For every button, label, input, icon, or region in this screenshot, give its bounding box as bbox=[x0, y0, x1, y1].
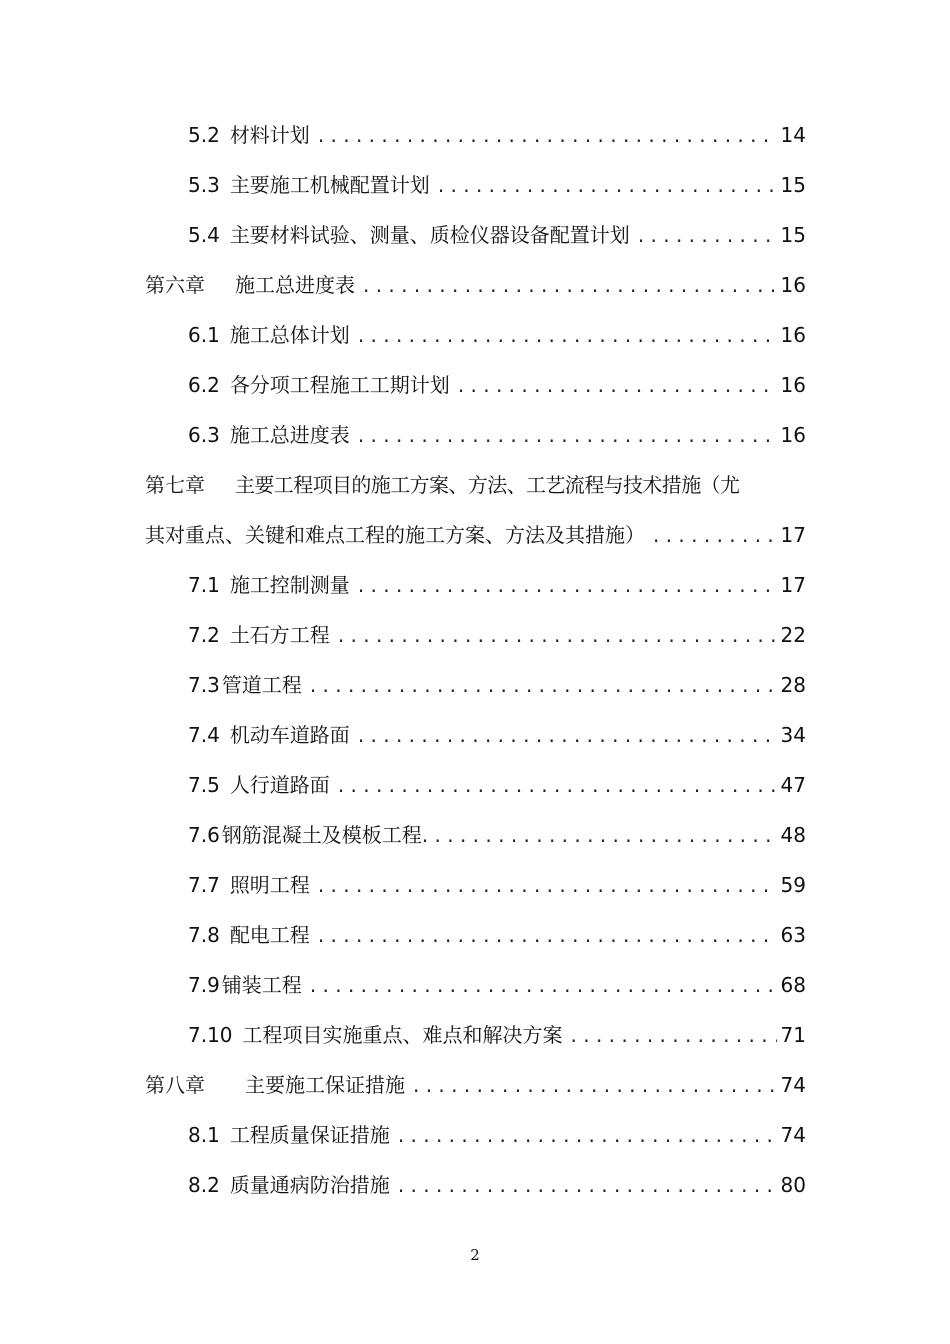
toc-title: 施工总进度表 bbox=[229, 423, 350, 447]
dot-leader bbox=[318, 868, 777, 902]
toc-entry[interactable] bbox=[0, 568, 950, 602]
toc-title: 铺装工程 bbox=[221, 973, 302, 997]
toc-title: 机动车道路面 bbox=[229, 723, 350, 747]
toc-number: 6.3 bbox=[188, 423, 220, 447]
toc-page: 16 bbox=[780, 423, 806, 447]
toc-entry[interactable] bbox=[0, 118, 950, 152]
toc-title: 照明工程 bbox=[229, 873, 310, 897]
dot-leader bbox=[458, 368, 777, 402]
toc-page: 28 bbox=[780, 673, 806, 697]
toc-number: 7.10 bbox=[188, 1023, 233, 1047]
toc-page: 17 bbox=[780, 523, 806, 547]
toc-entry[interactable] bbox=[0, 818, 950, 852]
dot-leader bbox=[358, 418, 777, 452]
toc-number: 5.3 bbox=[188, 173, 220, 197]
toc-page: 17 bbox=[780, 573, 806, 597]
toc-page: 63 bbox=[780, 923, 806, 947]
toc-number: 7.5 bbox=[188, 773, 220, 797]
toc-title-line-2: 其对重点、关键和难点工程的施工方案、方法及其措施） bbox=[145, 523, 645, 547]
toc-page: 74 bbox=[780, 1073, 806, 1097]
toc-page: 48 bbox=[780, 823, 806, 847]
dot-leader bbox=[422, 818, 777, 852]
toc-chapter-entry[interactable] bbox=[0, 268, 950, 302]
toc-title: 管道工程 bbox=[221, 673, 302, 697]
toc-number: 5.2 bbox=[188, 123, 220, 147]
toc-title: 各分项工程施工工期计划 bbox=[229, 373, 450, 397]
toc-title: 主要施工保证措施 bbox=[245, 1073, 405, 1097]
dot-leader bbox=[358, 718, 777, 752]
toc-entry[interactable] bbox=[0, 418, 950, 452]
toc-page: 71 bbox=[780, 1023, 806, 1047]
dot-leader bbox=[653, 518, 777, 552]
toc-entry[interactable] bbox=[0, 218, 950, 252]
toc-number: 7.7 bbox=[188, 873, 220, 897]
toc-title: 施工控制测量 bbox=[229, 573, 350, 597]
toc-number: 6.2 bbox=[188, 373, 220, 397]
toc-chapter-entry[interactable] bbox=[0, 1068, 950, 1102]
dot-leader bbox=[363, 268, 777, 302]
toc-page: 16 bbox=[780, 273, 806, 297]
toc-page: 15 bbox=[780, 173, 806, 197]
toc-number: 7.4 bbox=[188, 723, 220, 747]
toc-entry[interactable] bbox=[0, 168, 950, 202]
toc-entry[interactable] bbox=[0, 668, 950, 702]
toc-title: 工程项目实施重点、难点和解决方案 bbox=[242, 1023, 563, 1047]
toc-entry[interactable] bbox=[0, 318, 950, 352]
toc-page: 14 bbox=[780, 123, 806, 147]
toc-page: 16 bbox=[780, 373, 806, 397]
toc-entry[interactable] bbox=[0, 1168, 950, 1202]
toc-number: 7.6 bbox=[188, 823, 220, 847]
dot-leader bbox=[438, 168, 777, 202]
dot-leader bbox=[338, 618, 777, 652]
toc-page: 59 bbox=[780, 873, 806, 897]
toc-title: 钢筋混凝土及模板工程 bbox=[221, 823, 422, 847]
dot-leader bbox=[638, 218, 777, 252]
toc-page: 74 bbox=[780, 1123, 806, 1147]
toc-number: 8.1 bbox=[188, 1123, 220, 1147]
toc-number: 7.9 bbox=[188, 973, 220, 997]
toc-chapter-number: 第七章 bbox=[145, 473, 205, 497]
dot-leader bbox=[318, 918, 777, 952]
toc-title: 施工总体计划 bbox=[229, 323, 350, 347]
toc-page: 47 bbox=[780, 773, 806, 797]
dot-leader bbox=[398, 1168, 777, 1202]
toc-entry[interactable] bbox=[0, 1118, 950, 1152]
toc-number: 7.2 bbox=[188, 623, 220, 647]
toc-number: 7.1 bbox=[188, 573, 220, 597]
toc-title: 工程质量保证措施 bbox=[229, 1123, 390, 1147]
toc-entry[interactable] bbox=[0, 718, 950, 752]
dot-leader bbox=[358, 318, 777, 352]
toc-entry[interactable] bbox=[0, 1018, 950, 1052]
dot-leader bbox=[310, 668, 777, 702]
toc-title: 土石方工程 bbox=[229, 623, 330, 647]
toc-number: 6.1 bbox=[188, 323, 220, 347]
toc-number: 5.4 bbox=[188, 223, 220, 247]
toc-title: 质量通病防治措施 bbox=[229, 1173, 390, 1197]
toc-title: 主要施工机械配置计划 bbox=[229, 173, 430, 197]
toc-page: 22 bbox=[780, 623, 806, 647]
toc-entry[interactable] bbox=[0, 968, 950, 1002]
toc-page: 80 bbox=[780, 1173, 806, 1197]
toc-page: 16 bbox=[780, 323, 806, 347]
toc-title: 材料计划 bbox=[229, 123, 310, 147]
toc-entry[interactable] bbox=[0, 368, 950, 402]
dot-leader bbox=[398, 1118, 777, 1152]
toc-title: 主要材料试验、测量、质检仪器设备配置计划 bbox=[229, 223, 630, 247]
dot-leader bbox=[571, 1018, 777, 1052]
toc-title-line-1: 主要工程项目的施工方案、方法、工艺流程与技术措施（尤 bbox=[235, 473, 740, 497]
toc-line-2 bbox=[145, 518, 806, 552]
toc-page: 15 bbox=[780, 223, 806, 247]
toc-title: 施工总进度表 bbox=[235, 273, 355, 297]
dot-leader bbox=[338, 768, 777, 802]
toc-entry[interactable] bbox=[0, 868, 950, 902]
toc-number: 7.3 bbox=[188, 673, 220, 697]
toc-entry[interactable] bbox=[0, 768, 950, 802]
toc-chapter-number: 第八章 bbox=[145, 1073, 205, 1097]
toc-entry[interactable] bbox=[0, 918, 950, 952]
toc-chapter-number: 第六章 bbox=[145, 273, 205, 297]
toc-page: 68 bbox=[780, 973, 806, 997]
toc-line-1 bbox=[145, 468, 806, 502]
toc-number: 7.8 bbox=[188, 923, 220, 947]
toc-title: 配电工程 bbox=[229, 923, 310, 947]
dot-leader bbox=[358, 568, 777, 602]
page-number-footer: 2 bbox=[470, 1246, 480, 1264]
toc-entry[interactable] bbox=[0, 618, 950, 652]
toc-page: 34 bbox=[780, 723, 806, 747]
dot-leader bbox=[413, 1068, 777, 1102]
dot-leader bbox=[310, 968, 777, 1002]
toc-title: 人行道路面 bbox=[229, 773, 330, 797]
toc-number: 8.2 bbox=[188, 1173, 220, 1197]
dot-leader bbox=[318, 118, 777, 152]
